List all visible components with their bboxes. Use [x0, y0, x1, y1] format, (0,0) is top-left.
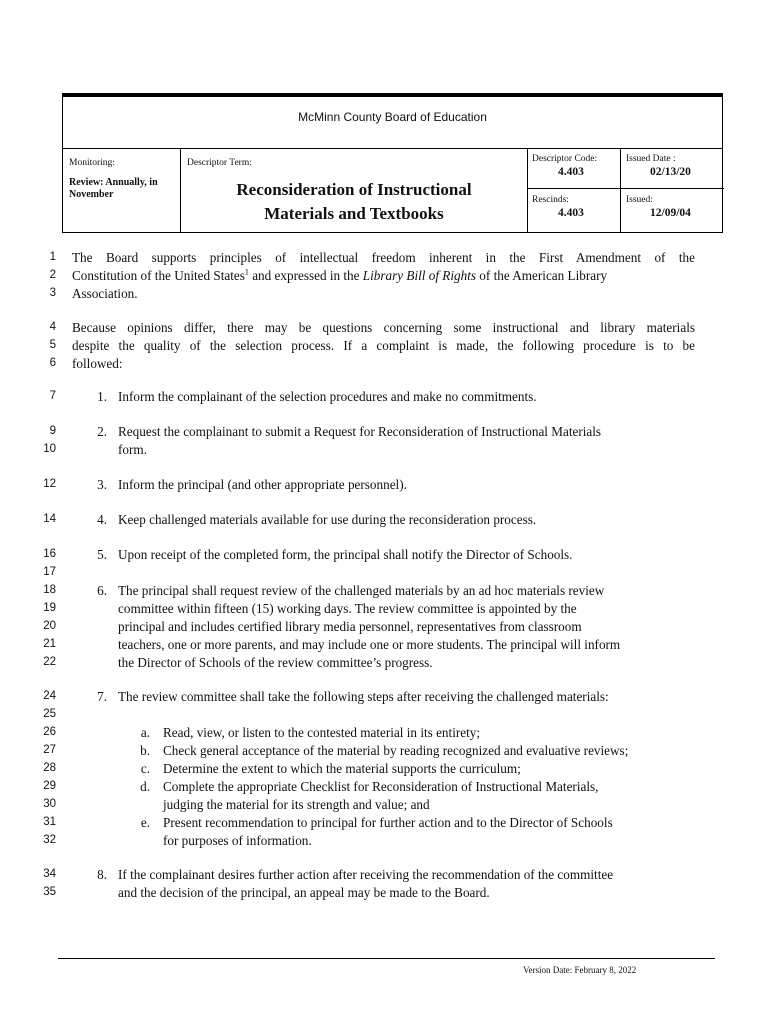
line-number: 25 — [43, 708, 56, 720]
item-marker: 5. — [97, 547, 107, 562]
procedure-step-1: Inform the complainant of the selection procedures and make no commitments. — [118, 389, 537, 404]
line-number: 27 — [43, 744, 56, 756]
procedure-step-3: Inform the principal (and other appropriate personnel). — [118, 477, 407, 492]
board-name: McMinn County Board of Education — [298, 110, 487, 124]
descriptor-code-value: 4.403 — [558, 166, 584, 178]
paragraph-1-line-2 — [72, 268, 607, 284]
paragraph-2-line-3: followed: — [72, 356, 123, 371]
line-number: 32 — [43, 834, 56, 846]
line-number: 19 — [43, 602, 56, 614]
descriptor-code-label: Descriptor Code: — [532, 154, 598, 164]
subitem-marker: d. — [140, 779, 150, 794]
line-number: 20 — [43, 620, 56, 632]
line-number: 28 — [43, 762, 56, 774]
version-date: Version Date: February 8, 2022 — [523, 965, 637, 975]
item-marker: 6. — [97, 583, 107, 598]
line-number: 10 — [43, 443, 56, 455]
line-number: 35 — [43, 886, 56, 898]
procedure-step-7: The review committee shall take the following steps after receiving the challenged materials: — [118, 689, 609, 704]
line-number: 9 — [49, 425, 56, 437]
text-span: Constitution of the United States — [72, 268, 245, 283]
review-step-a: Read, view, or listen to the contested material in its entirety; — [163, 725, 481, 740]
line-number: 22 — [43, 656, 56, 668]
text-span: and expressed in the — [248, 268, 363, 283]
procedure-step-2-line-2: form. — [118, 442, 147, 457]
procedure-step-8-line-1: If the complainant desires further action after receiving the recommendation of the committee — [118, 867, 614, 882]
item-marker: 2. — [97, 424, 107, 439]
line-number: 7 — [49, 390, 56, 402]
review-step-d-line-1: Complete the appropriate Checklist for Reconsideration of Instructional Materials, — [163, 779, 599, 794]
header-board-row — [63, 97, 722, 149]
line-number: 34 — [43, 868, 56, 880]
review-step-d-line-2: judging the material for its strength and value; and — [163, 797, 430, 812]
item-marker: 1. — [97, 389, 107, 404]
monitoring-value: Review: Annually, in November — [69, 177, 158, 200]
footnote-reference: 1 — [244, 267, 249, 277]
line-number: 14 — [43, 513, 56, 525]
footer-rule — [58, 958, 715, 959]
issued-date-label: Issued Date : — [626, 154, 676, 164]
divider — [620, 148, 621, 233]
item-marker: 7. — [97, 689, 107, 704]
rescinds-label: Rescinds: — [532, 195, 569, 205]
policy-header-table — [62, 93, 723, 233]
line-number: 18 — [43, 584, 56, 596]
line-number: 26 — [43, 726, 56, 738]
paragraph-1-line-1: The Board supports principles of intellectual freedom inherent in the First Amendment of the — [72, 250, 695, 265]
subitem-marker: a. — [140, 725, 150, 740]
line-number: 21 — [43, 638, 56, 650]
policy-title-line1: Reconsideration of Instructional — [236, 180, 472, 199]
line-number: 16 — [43, 548, 56, 560]
procedure-step-4: Keep challenged materials available for use during the reconsideration process. — [118, 512, 537, 527]
divider — [527, 188, 724, 189]
procedure-step-8-line-2: and the decision of the principal, an appeal may be made to the Board. — [118, 885, 490, 900]
issued-date-value: 02/13/20 — [650, 166, 691, 178]
line-number: 29 — [43, 780, 56, 792]
divider — [527, 148, 528, 233]
paragraph-1-line-3: Association. — [72, 286, 138, 301]
procedure-step-6-line-2: committee within fifteen (15) working days. The review committee is appointed by the — [118, 601, 577, 616]
line-number: 12 — [43, 478, 56, 490]
subitem-marker: e. — [140, 815, 150, 830]
line-number: 5 — [49, 339, 56, 351]
line-number: 30 — [43, 798, 56, 810]
policy-title — [181, 178, 527, 226]
line-number: 2 — [49, 269, 56, 281]
line-number: 31 — [43, 816, 56, 828]
descriptor-term-label: Descriptor Term: — [187, 158, 252, 168]
line-number: 6 — [49, 357, 56, 369]
line-number: 1 — [49, 251, 56, 263]
review-step-e-line-2: for purposes of information. — [163, 833, 312, 848]
text-span: of the American Library — [476, 268, 608, 283]
procedure-step-6-line-3: principal and includes certified library media personnel, representatives from classroom — [118, 619, 582, 634]
subitem-marker: c. — [140, 761, 150, 776]
review-step-c: Determine the extent to which the material supports the curriculum; — [163, 761, 521, 776]
procedure-step-2-line-1: Request the complainant to submit a Request for Reconsideration of Instructional Materials — [118, 424, 602, 439]
subitem-marker: b. — [140, 743, 150, 758]
line-number: 3 — [49, 287, 56, 299]
paragraph-2-line-2: despite the quality of the selection process. If a complaint is made, the following procedure is to be — [72, 338, 695, 353]
issued-value: 12/09/04 — [650, 207, 691, 219]
line-number: 4 — [49, 321, 56, 333]
item-marker: 3. — [97, 477, 107, 492]
procedure-step-5: Upon receipt of the completed form, the principal shall notify the Director of Schools. — [118, 547, 573, 562]
procedure-step-6-line-5: the Director of Schools of the review committee’s progress. — [118, 655, 433, 670]
line-number: 17 — [43, 566, 56, 578]
italic-title: Library Bill of Rights — [362, 268, 476, 283]
issued-label: Issued: — [626, 195, 653, 205]
review-step-b: Check general acceptance of the material by reading recognized and evaluative reviews; — [163, 743, 629, 758]
policy-title-line2: Materials and Textbooks — [264, 204, 444, 223]
review-step-e-line-1: Present recommendation to principal for further action and to the Director of Schools — [163, 815, 613, 830]
item-marker: 8. — [97, 867, 107, 882]
procedure-step-6-line-4: teachers, one or more parents, and may include one or more students. The principal will inform — [118, 637, 621, 652]
monitoring-label: Monitoring: — [69, 158, 115, 168]
item-marker: 4. — [97, 512, 107, 527]
paragraph-2-line-1: Because opinions differ, there may be questions concerning some instructional and library materials — [72, 320, 695, 335]
rescinds-value: 4.403 — [558, 207, 584, 219]
procedure-step-6-line-1: The principal shall request review of the challenged materials by an ad hoc materials review — [118, 583, 605, 598]
line-number: 24 — [43, 690, 56, 702]
